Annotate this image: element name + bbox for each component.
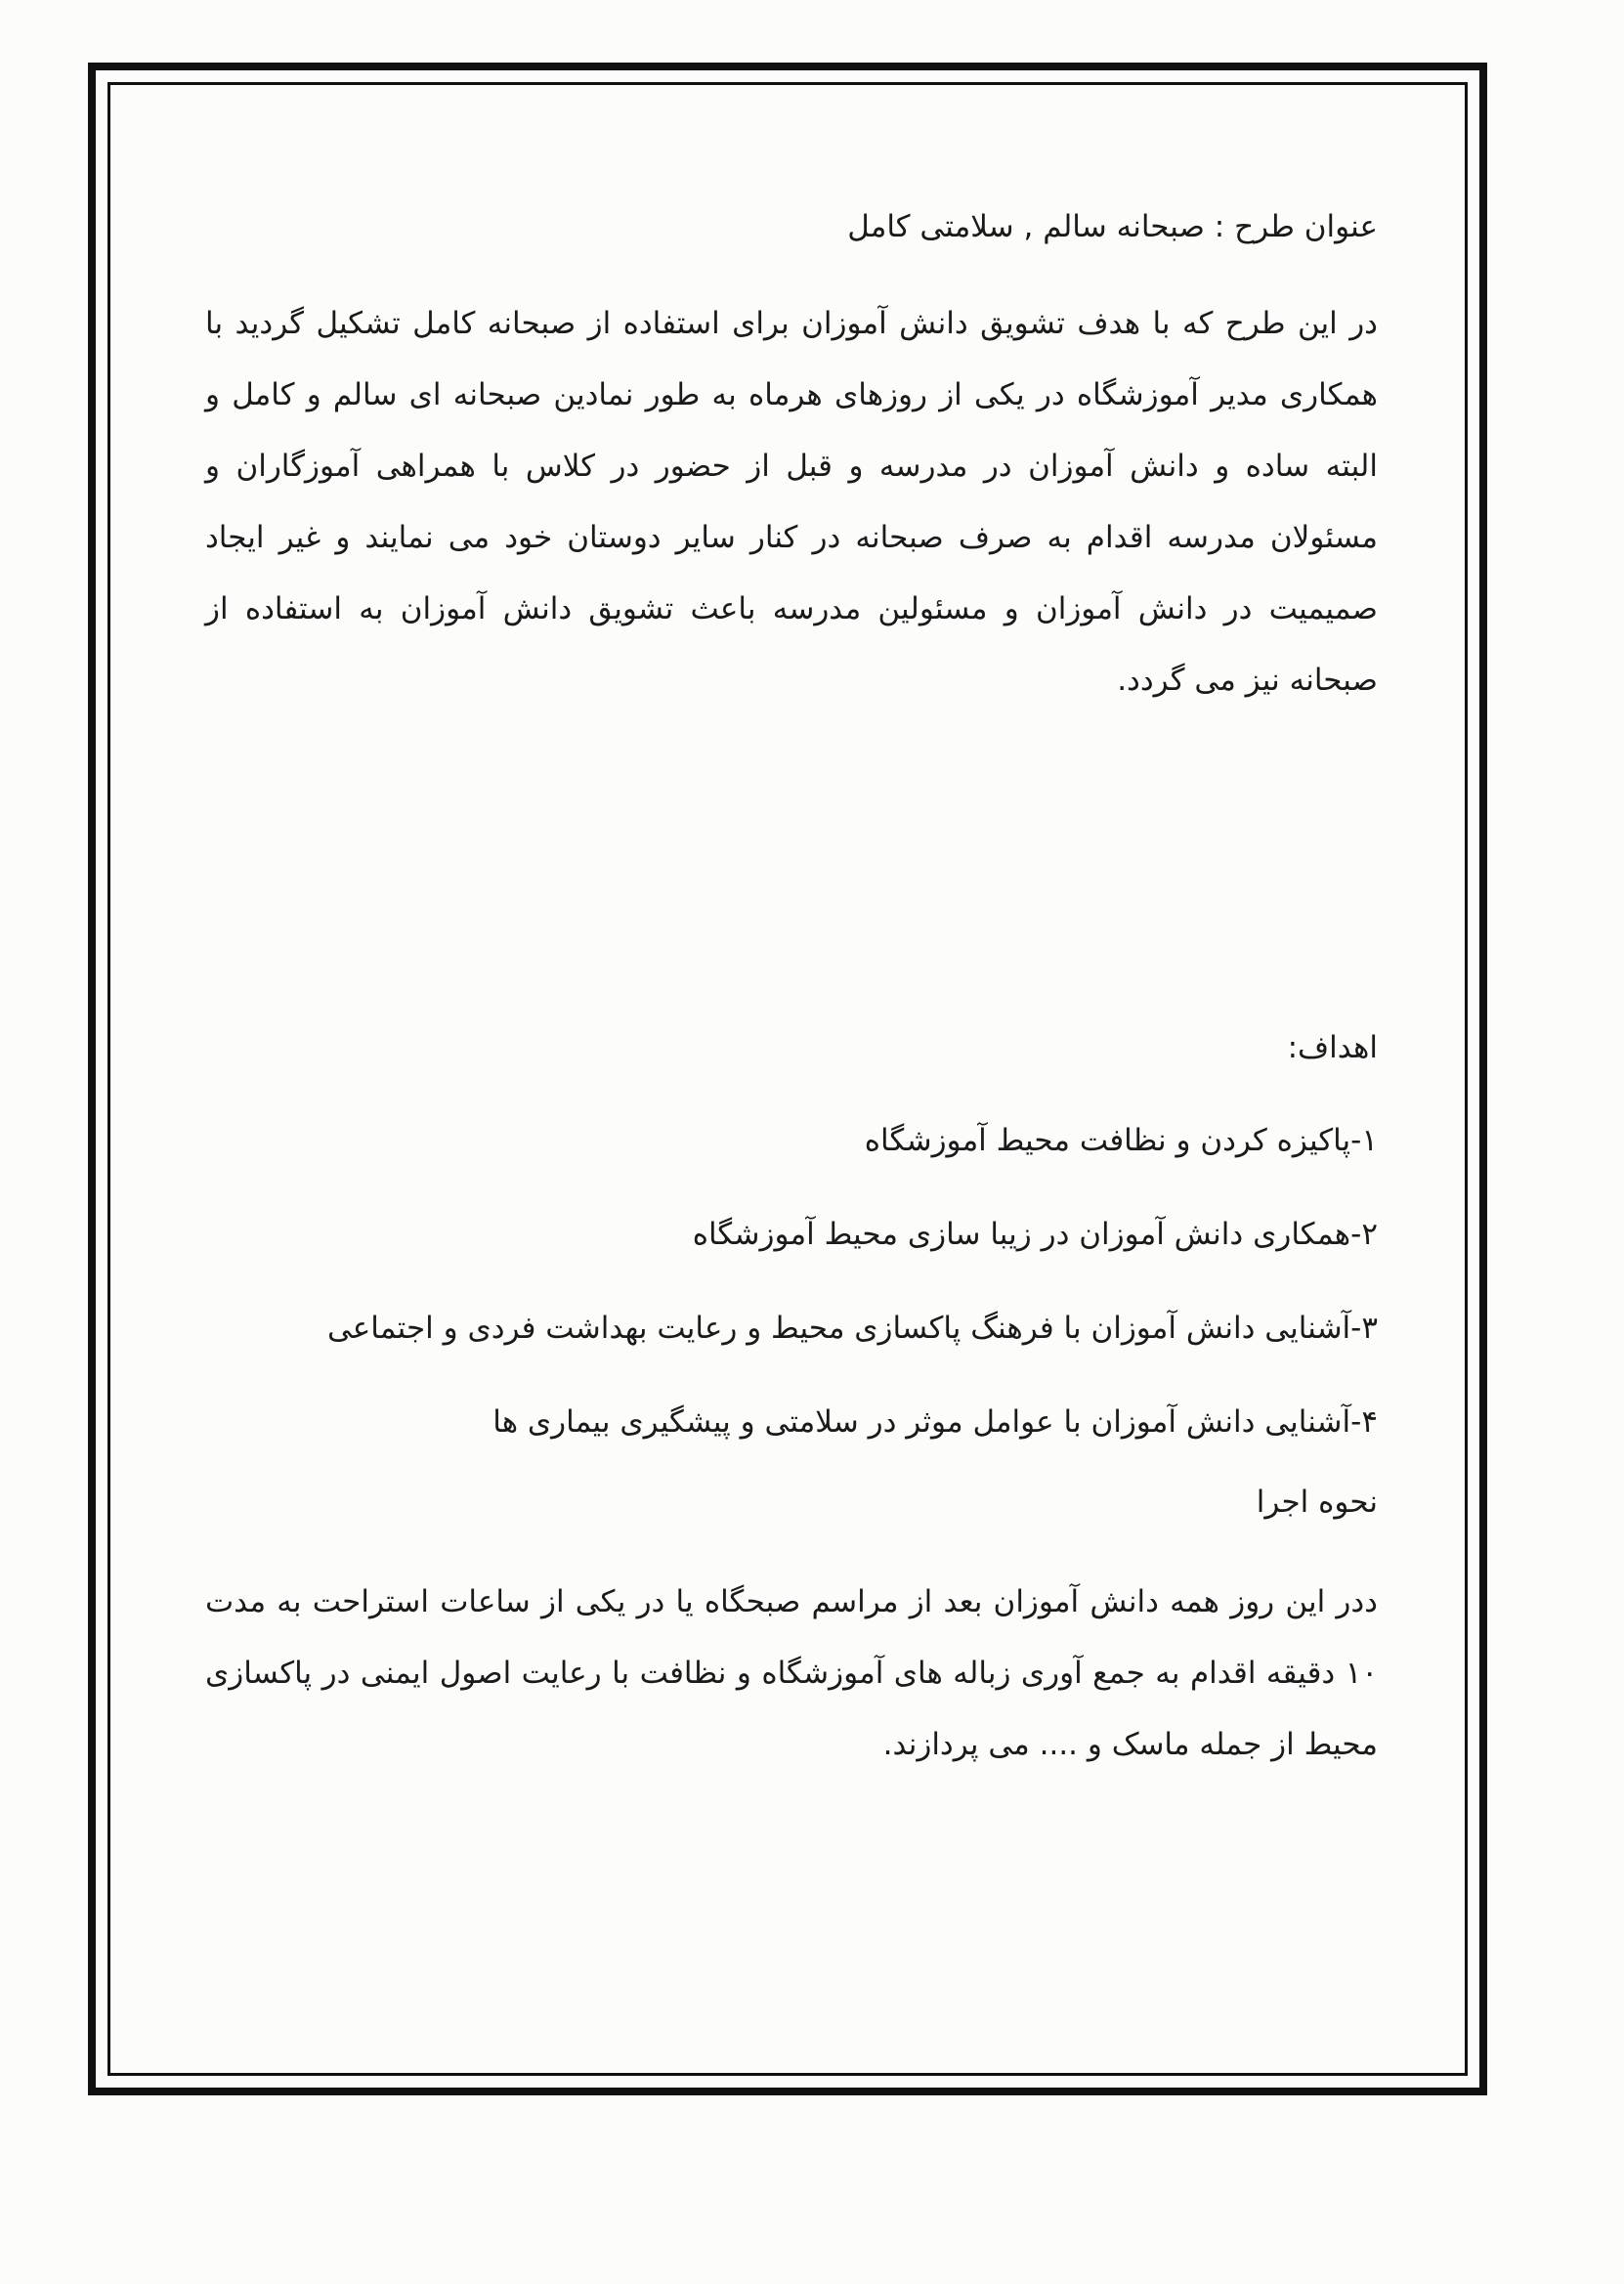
goals-list xyxy=(327,1119,1378,1494)
goal-item: ۲-همکاری دانش آموزان در زیبا سازی محیط آموزشگاه xyxy=(692,1217,1378,1252)
goal-item: ۴-آشنایی دانش آموزان با عوامل موثر در سلامتی و پیشگیری بیماری ها xyxy=(492,1404,1378,1440)
document-title: عنوان طرح : صبحانه سالم , سلامتی کامل xyxy=(847,209,1378,244)
intro-paragraph: در این طرح که با هدف تشویق دانش آموزان برای استفاده از صبحانه کامل تشکیل گردید با همکاری مدیر آموزشگاه در یکی از روزهای هرماه به طور نمادین صبحانه ای سالم و کامل و البته ساده و دانش آموزان در مدرسه و قبل از حضور در کلاس با همراهی آموزگاران و مسئولان مدرسه اقدام به صرف صبحانه در کنار سایر دوستان خود می نمایند و غیر ایجاد صمیمیت در دانش آموزان و مسئولین مدرسه باعث تشویق دانش آموزان به استفاده از صبحانه نیز می گردد. xyxy=(205,306,1378,698)
method-paragraph: ددر این روز همه دانش آموزان بعد از مراسم صبحگاه یا در یکی از ساعات استراحت به مدت ۱۰ دقیقه اقدام به جمع آوری زباله های آموزشگاه و نظافت با رعایت اصول ایمنی در پاکسازی محیط از جمله ماسک و .... می پردازند. xyxy=(205,1584,1378,1762)
method-heading: نحوه اجرا xyxy=(1256,1485,1378,1520)
goal-item: ۳-آشنایی دانش آموزان با فرهنگ پاکسازی محیط و رعایت بهداشت فردی و اجتماعی xyxy=(326,1311,1378,1346)
goal-item: ۱-پاکیزه کردن و نظافت محیط آموزشگاه xyxy=(864,1123,1378,1158)
goals-heading: اهداف: xyxy=(1287,1030,1378,1065)
